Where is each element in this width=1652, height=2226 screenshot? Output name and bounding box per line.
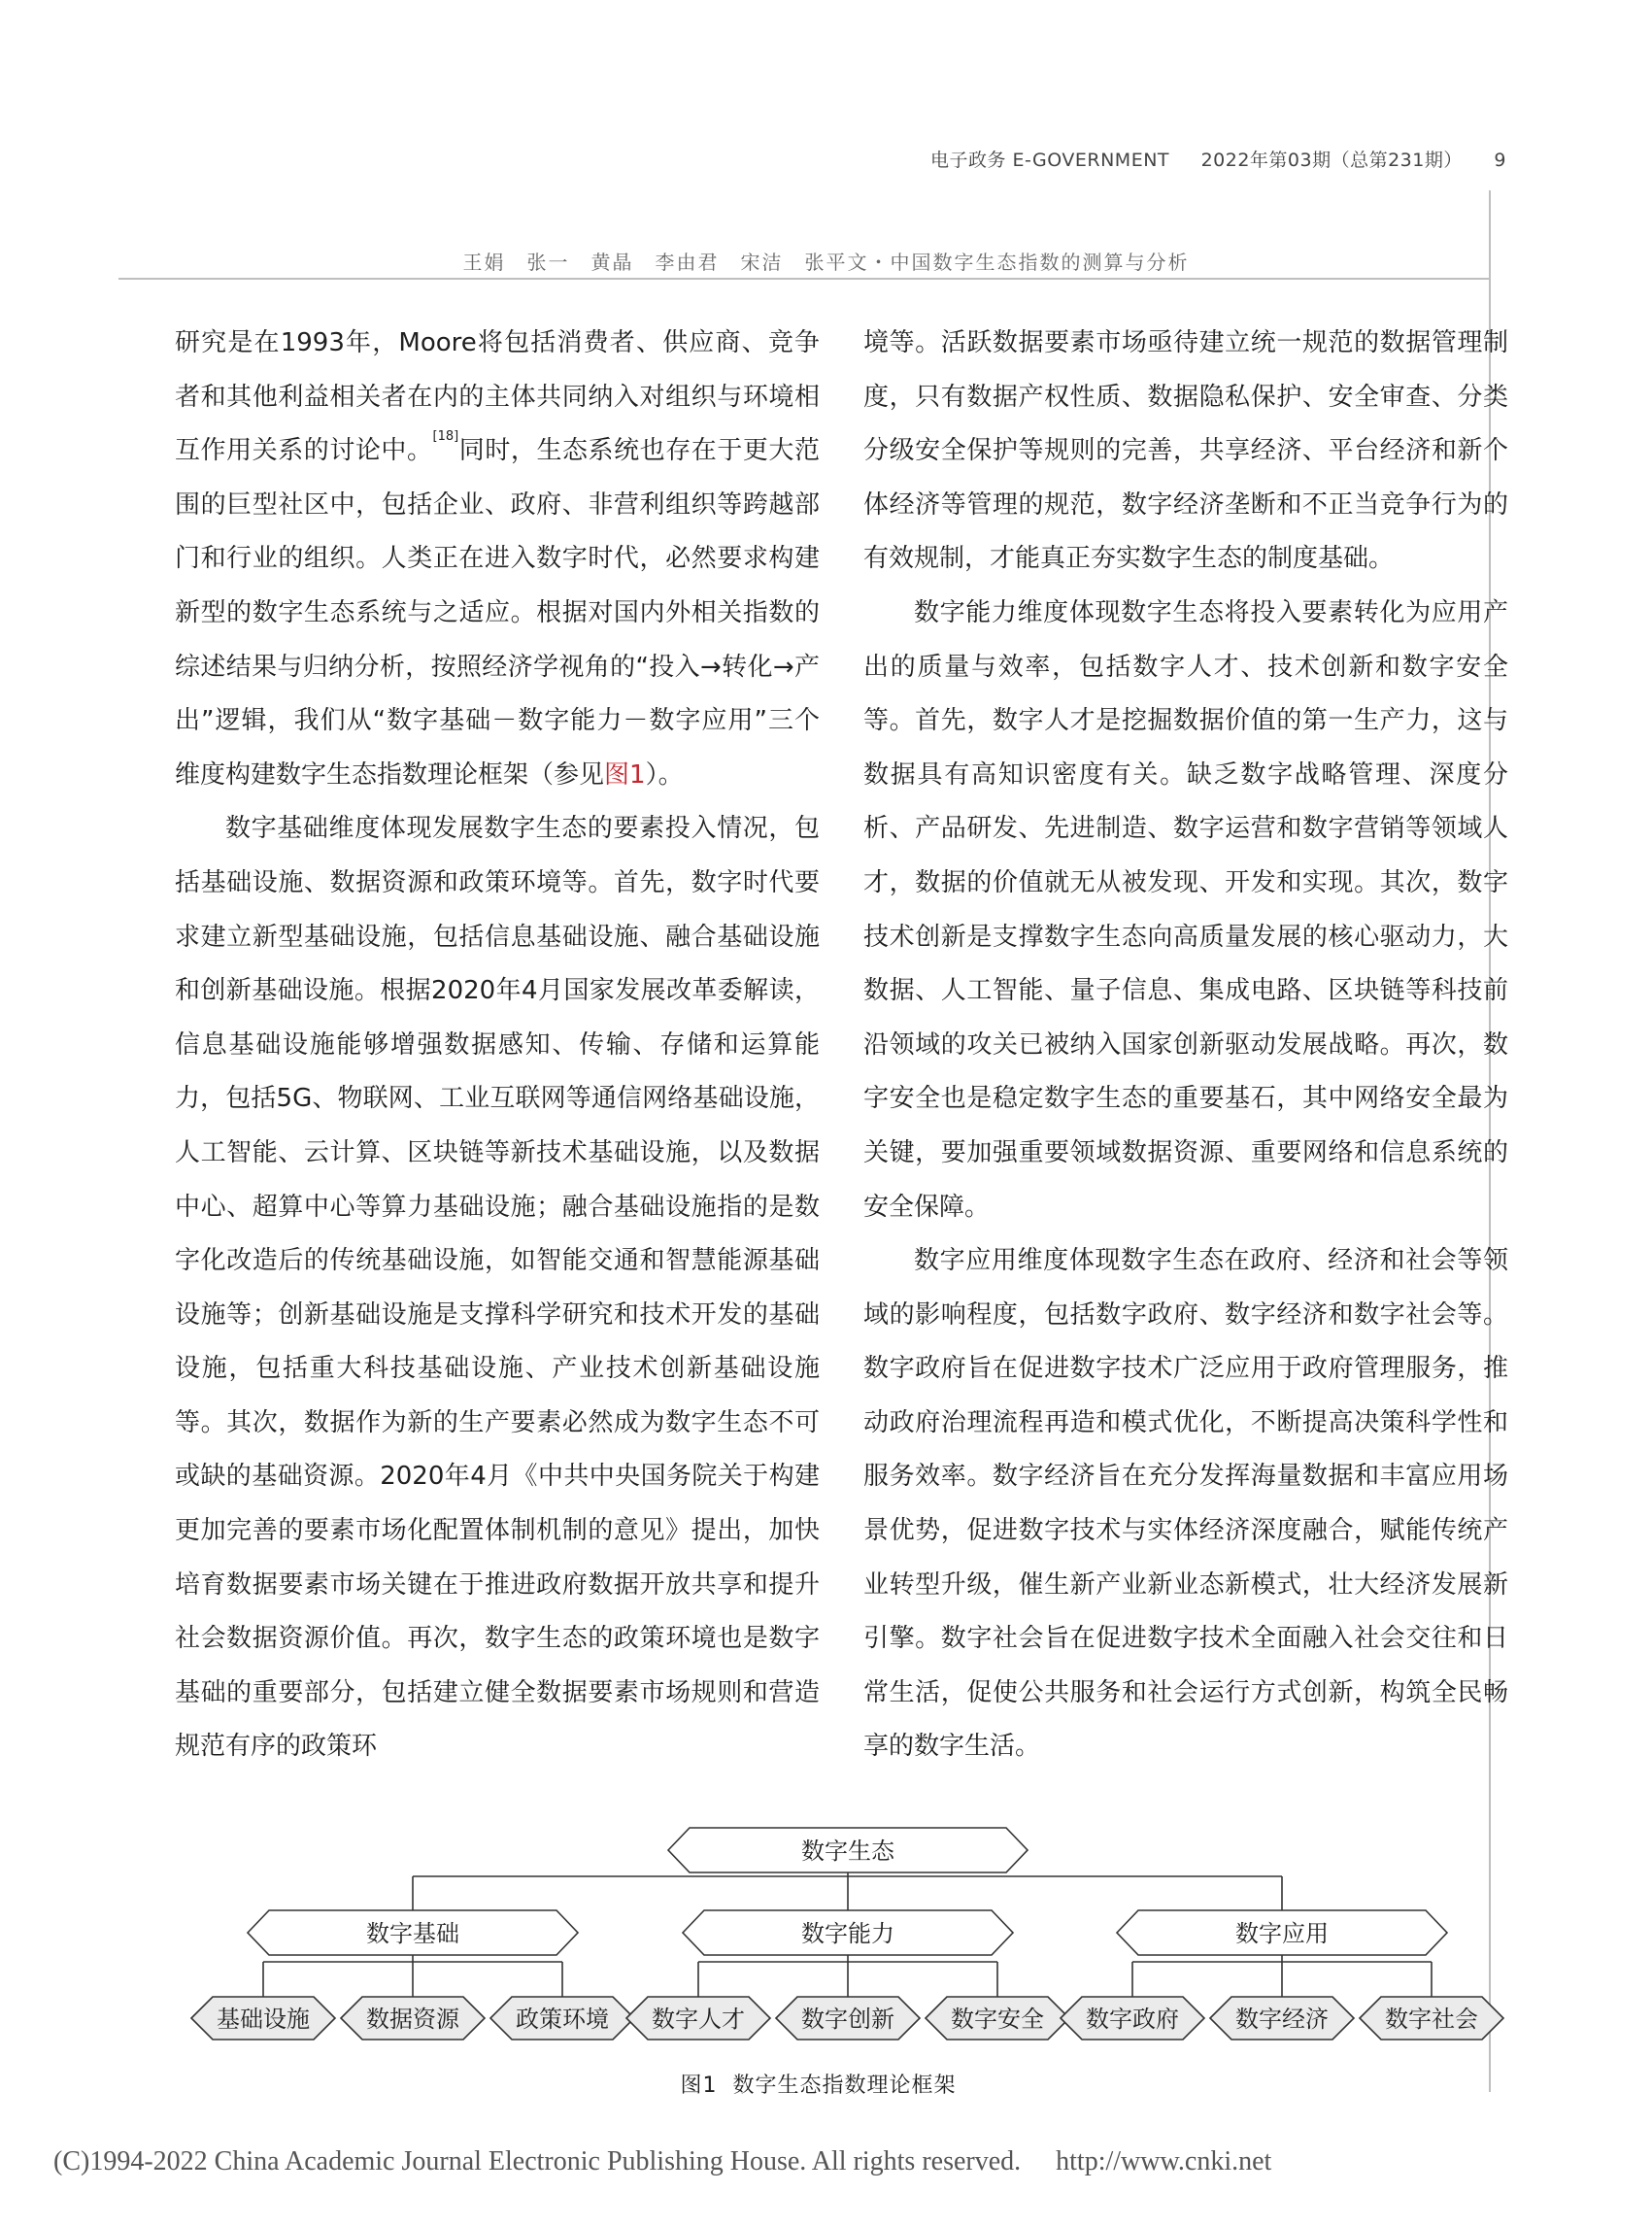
group-node-1 <box>248 1910 578 1955</box>
diagram-nodes <box>191 1828 1503 2040</box>
leaf-node-2-2 <box>776 1997 920 2040</box>
left-p1-text-c: ）。 <box>645 759 684 790</box>
running-head: 王娟 张一 黄晶 李由君 宋洁 张平文・中国数字生态指数的测算与分析 <box>462 251 1190 274</box>
leaf-node-1-3-label: 政策环境 <box>516 2006 609 2033</box>
copyright-text: (C)1994-2022 China Academic Journal Electronic Publishing House. All rights reserved. <box>53 2146 1022 2176</box>
citation-18[interactable]: [18] <box>432 429 459 445</box>
issue-info: 2022年第03期（总第231期） <box>1200 150 1463 171</box>
caption-number: 图1 <box>680 2074 718 2098</box>
left-paragraph-1 <box>175 317 820 802</box>
left-p1-text-a: 研究是在1993年，Moore将包括消费者、供应商、竞争者和其他利益相关者在内的主体共同纳入对组织与环境相互作用关系的讨论中。 <box>175 328 820 466</box>
left-column <box>175 317 820 1774</box>
leaf-node-1-2-label: 数据资源 <box>366 2006 459 2033</box>
right-column <box>863 317 1508 1774</box>
left-paragraph-2: 数字基础维度体现发展数字生态的要素投入情况，包括基础设施、数据资源和政策环境等。首先，数字时代要求建立新型基础设施，包括信息基础设施、融合基础设施和创新基础设施。根据2020年4月国家发展改革委解读，信息基础设施能够增强数据感知、传输、存储和运算能力，包括5G、物联网、工业互联网等通信网络基础设施，人工智能、云计算、区块链等新技术基础设施，以及数据中心、超算中心等算力基础设施；融合基础设施指的是数字化改造后的传统基础设施，如智能交通和智慧能源基础设施等；创新基础设施是支撑科学研究和技术开发的基础设施，包括重大科技基础设施、产业技术创新基础设施等。其次，数据作为新的生产要素必然成为数字生态不可或缺的基础资源。2020年4月《中共中央国务院关于构建更加完善的要素市场化配置体制机制的意见》提出，加快培育数据要素市场关键在于推进政府数据开放共享和提升社会数据资源价值。再次，数字生态的政策环境也是数字基础的重要部分，包括建立健全数据要素市场规则和营造规范有序的政策环 <box>175 814 820 1762</box>
leaf-node-2-3-label: 数字安全 <box>951 2006 1044 2033</box>
caption-text: 数字生态指数理论框架 <box>732 2074 957 2098</box>
leaf-node-2-3 <box>926 1997 1069 2040</box>
right-paragraph-2: 数字能力维度体现数字生态将投入要素转化为应用产出的质量与效率，包括数字人才、技术创新和数字安全等。首先，数字人才是挖掘数据价值的第一生产力，这与数据具有高知识密度有关。缺乏数字战略管理、深度分析、产品研发、先进制造、数字运营和数字营销等领域人才，数据的价值就无从被发现、开发和实现。其次，数字技术创新是支撑数字生态向高质量发展的核心驱动力，大数据、人工智能、量子信息、集成电路、区块链等科技前沿领域的攻关已被纳入国家创新驱动发展战略。再次，数字安全也是稳定数字生态的重要基石，其中网络安全最为关键，要加强重要领域数据资源、重要网络和信息系统的安全保障。 <box>863 597 1508 1222</box>
leaf-node-1-1-label: 基础设施 <box>217 2006 310 2033</box>
right-paragraph-1: 境等。活跃数据要素市场亟待建立统一规范的数据管理制度，只有数据产权性质、数据隐私保护、安全审查、分类分级安全保护等规则的完善，共享经济、平台经济和新个体经济等管理的规范，数字经济垄断和不正当竞争行为的有效规制，才能真正夯实数字生态的制度基础。 <box>863 328 1508 574</box>
leaf-node-3-1 <box>1061 1997 1204 2040</box>
cnki-url[interactable]: http://www.cnki.net <box>1056 2146 1272 2176</box>
leaf-node-3-1-label: 数字政府 <box>1086 2006 1179 2033</box>
leaf-node-3-2 <box>1210 1997 1354 2040</box>
group-node-1-label: 数字基础 <box>366 1920 459 1947</box>
page-number: 9 <box>1494 150 1506 171</box>
group-node-2-label: 数字能力 <box>801 1920 894 1947</box>
root-node-label: 数字生态 <box>801 1838 894 1865</box>
leaf-node-2-1 <box>626 1997 770 2040</box>
figure-1-link[interactable]: 图1 <box>604 759 646 790</box>
group-node-3 <box>1117 1910 1447 1955</box>
journal-header <box>930 146 1506 172</box>
framework-diagram <box>155 1826 1515 2059</box>
leaf-node-3-2-label: 数字经济 <box>1235 2006 1329 2033</box>
leaf-node-3-3 <box>1360 1997 1503 2040</box>
group-node-3-label: 数字应用 <box>1235 1920 1329 1947</box>
journal-name: 电子政务 E-GOVERNMENT <box>929 150 1170 171</box>
leaf-node-1-2 <box>341 1997 485 2040</box>
right-paragraph-3: 数字应用维度体现数字生态在政府、经济和社会等领域的影响程度，包括数字政府、数字经济和数字社会等。数字政府旨在促进数字技术广泛应用于政府管理服务，推动政府治理流程再造和模式优化，不断提高决策科学性和服务效率。数字经济旨在充分发挥海量数据和丰富应用场景优势，促进数字技术与实体经济深度融合，赋能传统产业转型升级，催生新产业新业态新模式，壮大经济发展新引擎。数字社会旨在促进数字技术全面融入社会交往和日常生活，促使公共服务和社会运行方式创新，构筑全民畅享的数字生活。 <box>863 1246 1508 1762</box>
left-p1-text-b: 同时，生态系统也存在于更大范围的巨型社区中，包括企业、政府、非营利组织等跨越部门和行业的组织。人类正在进入数字时代，必然要求构建新型的数字生态系统与之适应。根据对国内外相关指数的综述结果与归纳分析，按照经济学视角的“投入→转化→产出”逻辑，我们从“数字基础－数字能力－数字应用”三个维度构建数字生态指数理论框架（参见 <box>175 436 820 790</box>
leaf-node-2-2-label: 数字创新 <box>801 2006 894 2033</box>
leaf-node-1-1 <box>191 1997 335 2040</box>
leaf-node-1-3 <box>490 1997 634 2040</box>
leaf-node-3-3-label: 数字社会 <box>1385 2006 1478 2033</box>
header-rule <box>118 278 1489 280</box>
copyright-footer <box>53 2146 1306 2177</box>
group-node-2 <box>683 1910 1013 1955</box>
leaf-node-2-1-label: 数字人才 <box>652 2006 745 2033</box>
figure-caption <box>0 2069 1652 2099</box>
root-node <box>668 1828 1028 1872</box>
